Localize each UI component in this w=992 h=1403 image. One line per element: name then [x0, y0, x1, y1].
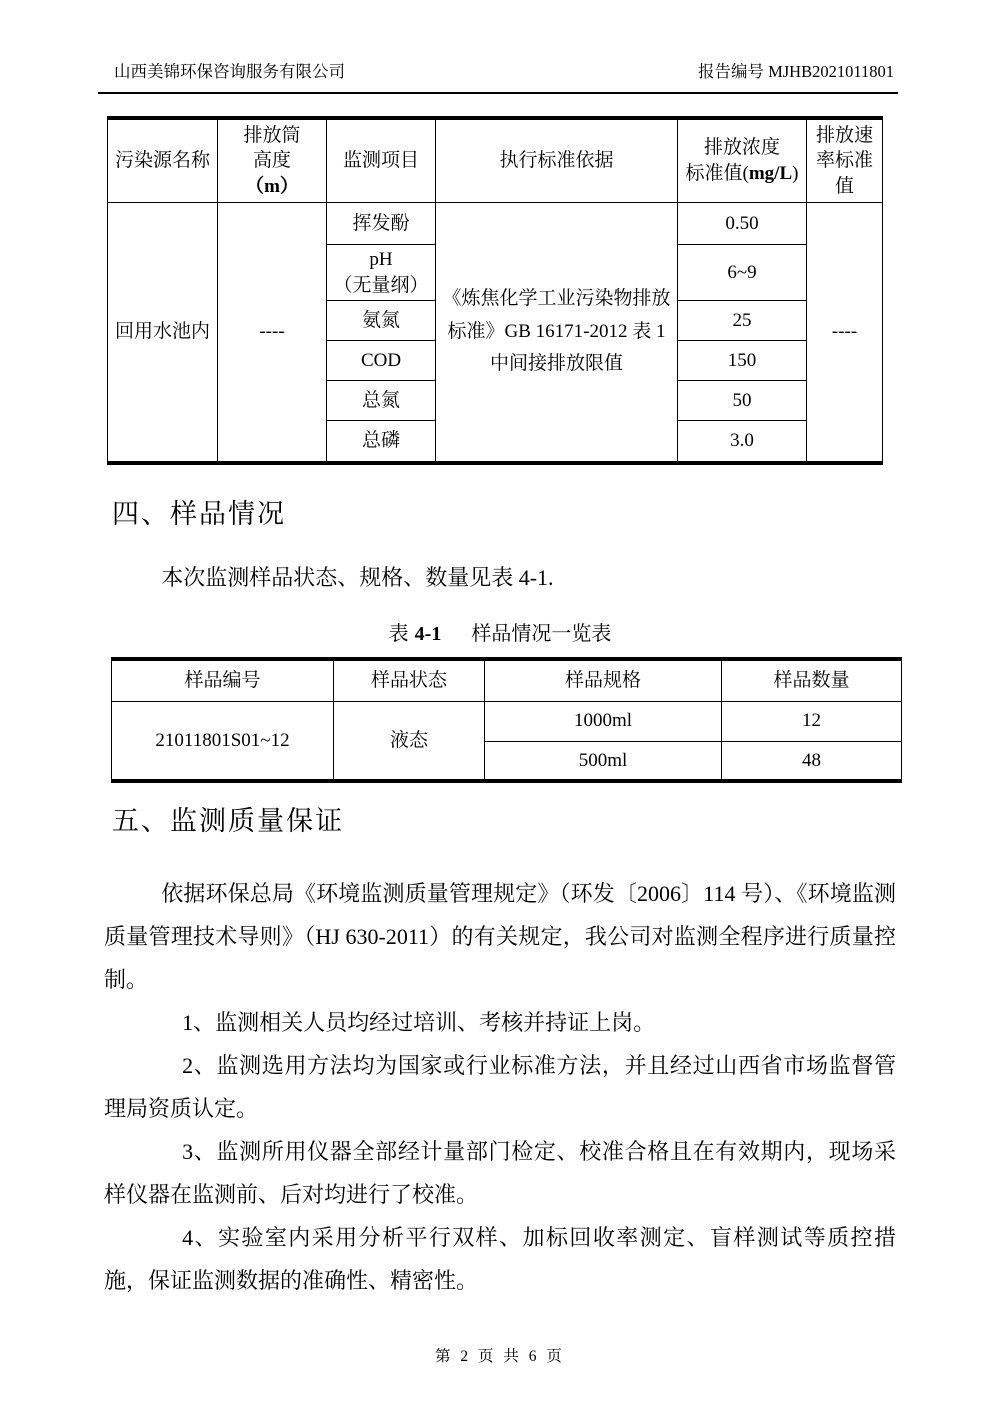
table-row: [112, 701, 902, 741]
stack-height-line1: 排放筒: [243, 124, 301, 146]
sample-spec-cell: 1000ml: [485, 701, 722, 741]
rate-value-cell: ----: [807, 203, 883, 463]
concentration-value-cell: 50: [678, 381, 807, 421]
report-number: 报告编号 MJHB2021011801: [697, 62, 894, 81]
section-4-title: 四、样品情况: [112, 498, 286, 529]
pollution-source-header: 污染源名称: [108, 118, 218, 203]
ph-note: （无量纲）: [333, 274, 429, 296]
monitor-item-cell: 总氮: [327, 381, 436, 421]
qa-item-2: 2、监测选用方法均为国家或行业标准方法，并且经过山西省市场监督管理局资质认定。: [104, 1053, 896, 1122]
table-row: [108, 203, 883, 245]
section-5-title: 五、监测质量保证: [112, 806, 344, 837]
rate-line2: 率标准: [815, 150, 873, 172]
concentration-header: [678, 118, 807, 203]
qa-item-1: 1、监测相关人员均经过培训、考核并持证上岗。: [182, 1010, 656, 1036]
concentration-close: ): [792, 163, 799, 184]
doc-header: [98, 58, 898, 94]
rate-header: [807, 118, 883, 203]
qa-item-3: 3、监测所用仪器全部经计量部门检定、校准合格且在有效期内，现场采样仪器在监测前、后对均进行了校准。: [104, 1139, 896, 1208]
sample-state-header: 样品状态: [334, 659, 485, 702]
qa-paragraph: 依据环保总局《环境监测质量管理规定》（环发〔2006〕114 号）、《环境监测质量管理技术导则》（HJ 630-2011）的有关规定，我公司对监测全程序进行质量控制。: [104, 881, 896, 993]
sample-spec-cell: 500ml: [485, 741, 722, 781]
sample-qty-cell: 48: [722, 741, 902, 781]
caption-prefix: 表: [388, 622, 409, 645]
concentration-value-cell: 3.0: [678, 421, 807, 463]
sample-spec-header: 样品规格: [485, 659, 722, 702]
company-name: 山西美锦环保咨询服务有限公司: [114, 62, 345, 81]
monitor-item-cell: 总磷: [327, 421, 436, 463]
concentration-value-cell: 25: [678, 301, 807, 341]
sample-id-header: 样品编号: [112, 659, 334, 702]
page-number: 第 2 页 共 6 页: [435, 1348, 565, 1366]
rate-line3: 值: [834, 175, 854, 197]
qa-item-4: 4、实验室内采用分析平行双样、加标回收率测定、盲样测试等质控措施，保证监测数据的准确性、精密性。: [104, 1225, 896, 1294]
concentration-line1: 排放浓度: [703, 137, 780, 159]
monitor-item-cell: 挥发酚: [327, 203, 436, 245]
monitor-item-header: 监测项目: [327, 118, 436, 203]
standard-basis-header: 执行标准依据: [436, 118, 678, 203]
monitor-item-cell: 氨氮: [327, 301, 436, 341]
concentration-value-cell: 0.50: [678, 203, 807, 245]
concentration-value-cell: 150: [678, 341, 807, 381]
caption-number: 4-1: [414, 622, 442, 645]
stack-height-cell: ----: [218, 203, 327, 463]
sample-qty-cell: 12: [722, 701, 902, 741]
stack-height-unit: （m）: [245, 175, 299, 197]
standard-basis-cell: 《炼焦化学工业污染物排放标准》GB 16171-2012 表 1 中间接排放限值: [436, 203, 678, 463]
monitor-item-cell: COD: [327, 341, 436, 381]
caption-title: 样品情况一览表: [471, 622, 612, 645]
rate-line1: 排放速: [815, 124, 873, 146]
standards-table: [107, 116, 883, 465]
monitor-item-cell: [327, 245, 436, 301]
pollution-source-cell: 回用水池内: [108, 203, 218, 463]
ph-label: pH: [369, 249, 393, 270]
sample-id-cell: 21011801S01~12: [112, 701, 334, 781]
concentration-unit: mg/L: [748, 163, 793, 184]
sample-qty-header: 样品数量: [722, 659, 902, 702]
stack-height-header: [218, 118, 327, 203]
sample-state-cell: 液态: [334, 701, 485, 781]
table-4-1-caption: [104, 617, 896, 646]
samples-table: [111, 657, 902, 784]
samples-table-header-row: [112, 659, 902, 702]
stack-height-line2: 高度: [252, 150, 291, 172]
concentration-value-cell: 6~9: [678, 245, 807, 301]
section-4-intro: 本次监测样品状态、规格、数量见表 4-1.: [161, 564, 554, 590]
concentration-line2: 标准值(: [685, 163, 749, 184]
standards-table-header-row: [108, 118, 883, 203]
